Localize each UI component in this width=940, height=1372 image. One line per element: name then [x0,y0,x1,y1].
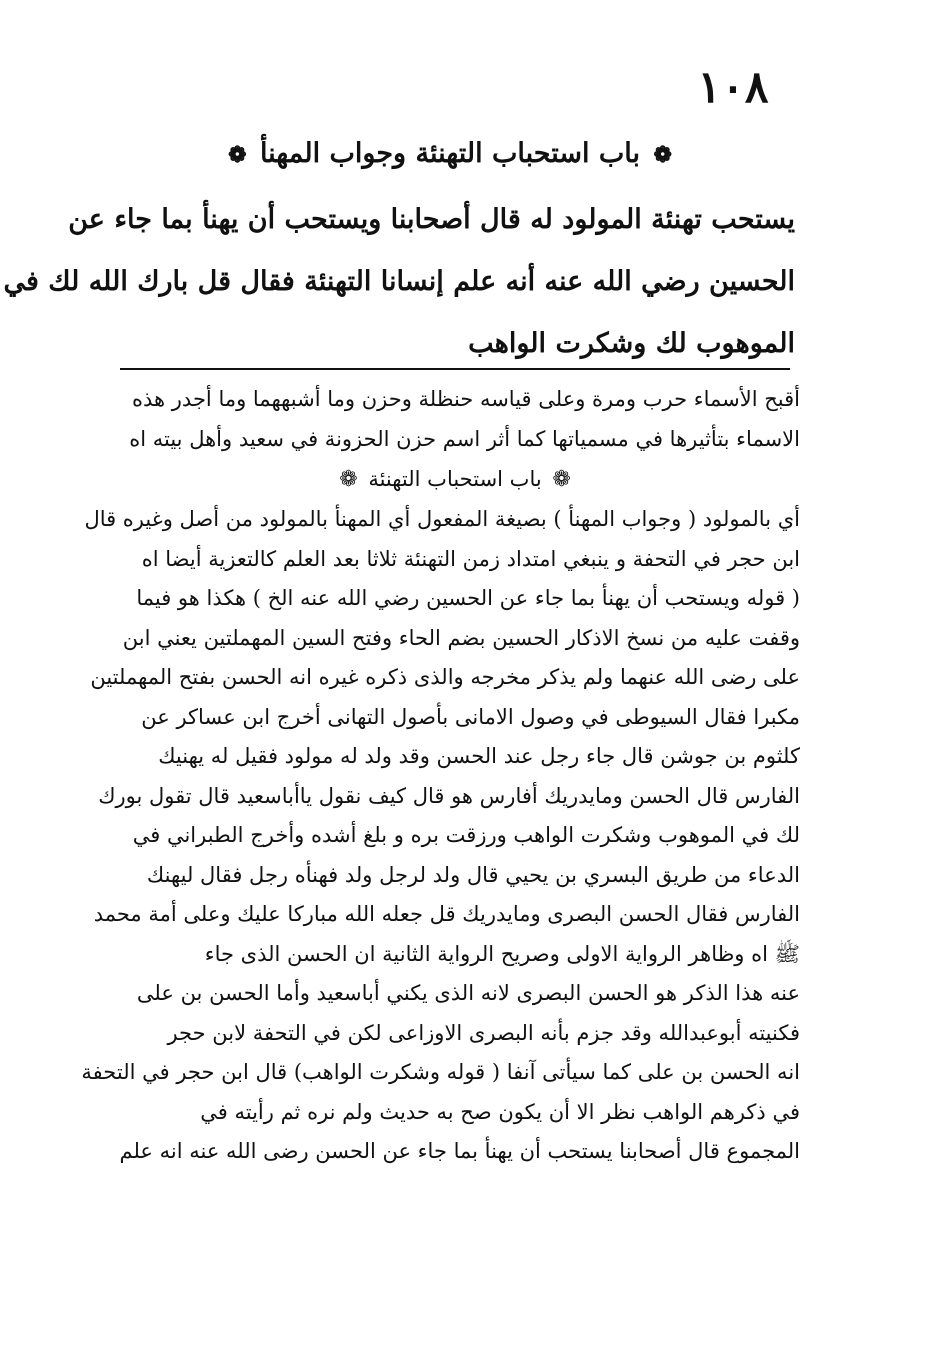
commentary-block [81,380,800,1172]
commentary-line: ﷺ اه وظاهر الرواية الاولى وصريح الرواية الثانية ان الحسن الذى جاء [204,941,800,966]
commentary-line: الاسماء بتأثيرها في مسمياتها كما أثر اسم حزن الحزونة في سعيد وأهل بيته اه [129,426,800,451]
main-text-line: الموهوب لك وشكرت الواهب [468,328,795,359]
commentary-line: ( قوله ويستحب أن يهنأ بما جاء عن الحسين رضي الله عنه الخ ) هكذا هو فيما [136,586,800,610]
commentary-line: أقبح الأسماء حرب ومرة وعلى قياسه حنظلة وحزن وما أشبههما وما أجدر هذه [132,387,800,411]
sub-heading-ornament-left-icon: ❁ [339,467,358,492]
commentary-line: الدعاء من طريق البسري بن يحيي قال ولد لرجل ولد فهنأه رجل فقال ليهنك [146,862,800,887]
commentary-line: أي بالمولود ( وجواب المهنأ ) بصيغة المفعول أي المهنأ بالمولود من أصل وغيره قال [84,507,800,531]
commentary-line: وقفت عليه من نسخ الاذكار الحسين بضم الحاء وفتح السين المهملتين يعني ابن [122,625,800,650]
commentary-line: فكنيته أبوعبدالله وقد جزم بأنه البصرى الاوزاعى لكن في التحفة لابن حجر [167,1020,800,1045]
page-number: ١٠٨ [697,62,769,113]
commentary-line: الفارس فقال الحسن البصرى ومايدريك قل جعله الله مباركا عليك وعلى أمة محمد [93,902,800,926]
commentary-line: المجموع قال أصحابنا يستحب أن يهنأ بما جاء عن الحسن رضى الله عنه انه علم [119,1139,800,1163]
commentary-line: عنه هذا الذكر هو الحسن البصرى لانه الذى يكني أباسعيد وأما الحسن بن على [136,981,800,1005]
footnote-separator [120,368,790,370]
main-text-line: الحسين رضي الله عنه أنه علم إنسانا التهنئة فقال قل بارك الله لك في [3,266,795,297]
main-text-block [3,128,795,375]
commentary-sub-heading-text: باب استحباب التهنئة [368,467,542,491]
main-text-line: يستحب تهنئة المولود له قال أصحابنا ويستحب أن يهنأ بما جاء عن [68,204,795,235]
sub-heading-ornament-right-icon: ❁ [552,467,571,492]
main-text [3,189,795,375]
commentary-line: لك في الموهوب وشكرت الواهب ورزقت بره و بلغ أشده وأخرج الطبراني في [132,823,800,847]
commentary-line: مكبرا فقال السيوطى في وصول الامانى بأصول التهانى أخرج ابن عساكر عن [141,704,800,729]
commentary-line: ابن حجر في التحفة و ينبغي امتداد زمن التهنئة ثلاثا بعد العلم كالتعزية أيضا اه [141,546,800,571]
heading-ornament-left-icon: ❁ [228,142,247,168]
commentary-line: على رضى الله عنهما ولم يذكر مخرجه والذى ذكره غيره انه الحسن بفتح المهملتين [90,665,800,689]
chapter-heading [105,128,795,181]
commentary-line: الفارس قال الحسن ومايدريك أفارس هو قال كيف نقول ياأباسعيد قال تقول بورك [98,783,800,808]
heading-ornament-right-icon: ❁ [653,142,672,168]
commentary-sub-heading [110,459,800,500]
commentary-line: في ذكرهم الواهب نظر الا أن يكون صح به حديث ولم نره ثم رأيته في [200,1099,800,1124]
commentary-line: كلثوم بن جوشن قال جاء رجل عند الحسن وقد ولد له مولود فقيل له يهنيك [158,744,800,768]
commentary-line: انه الحسن بن على كما سيأتى آنفا ( قوله وشكرت الواهب) قال ابن حجر في التحفة [81,1060,800,1084]
chapter-heading-text: باب استحباب التهنئة وجواب المهنأ [259,138,641,169]
